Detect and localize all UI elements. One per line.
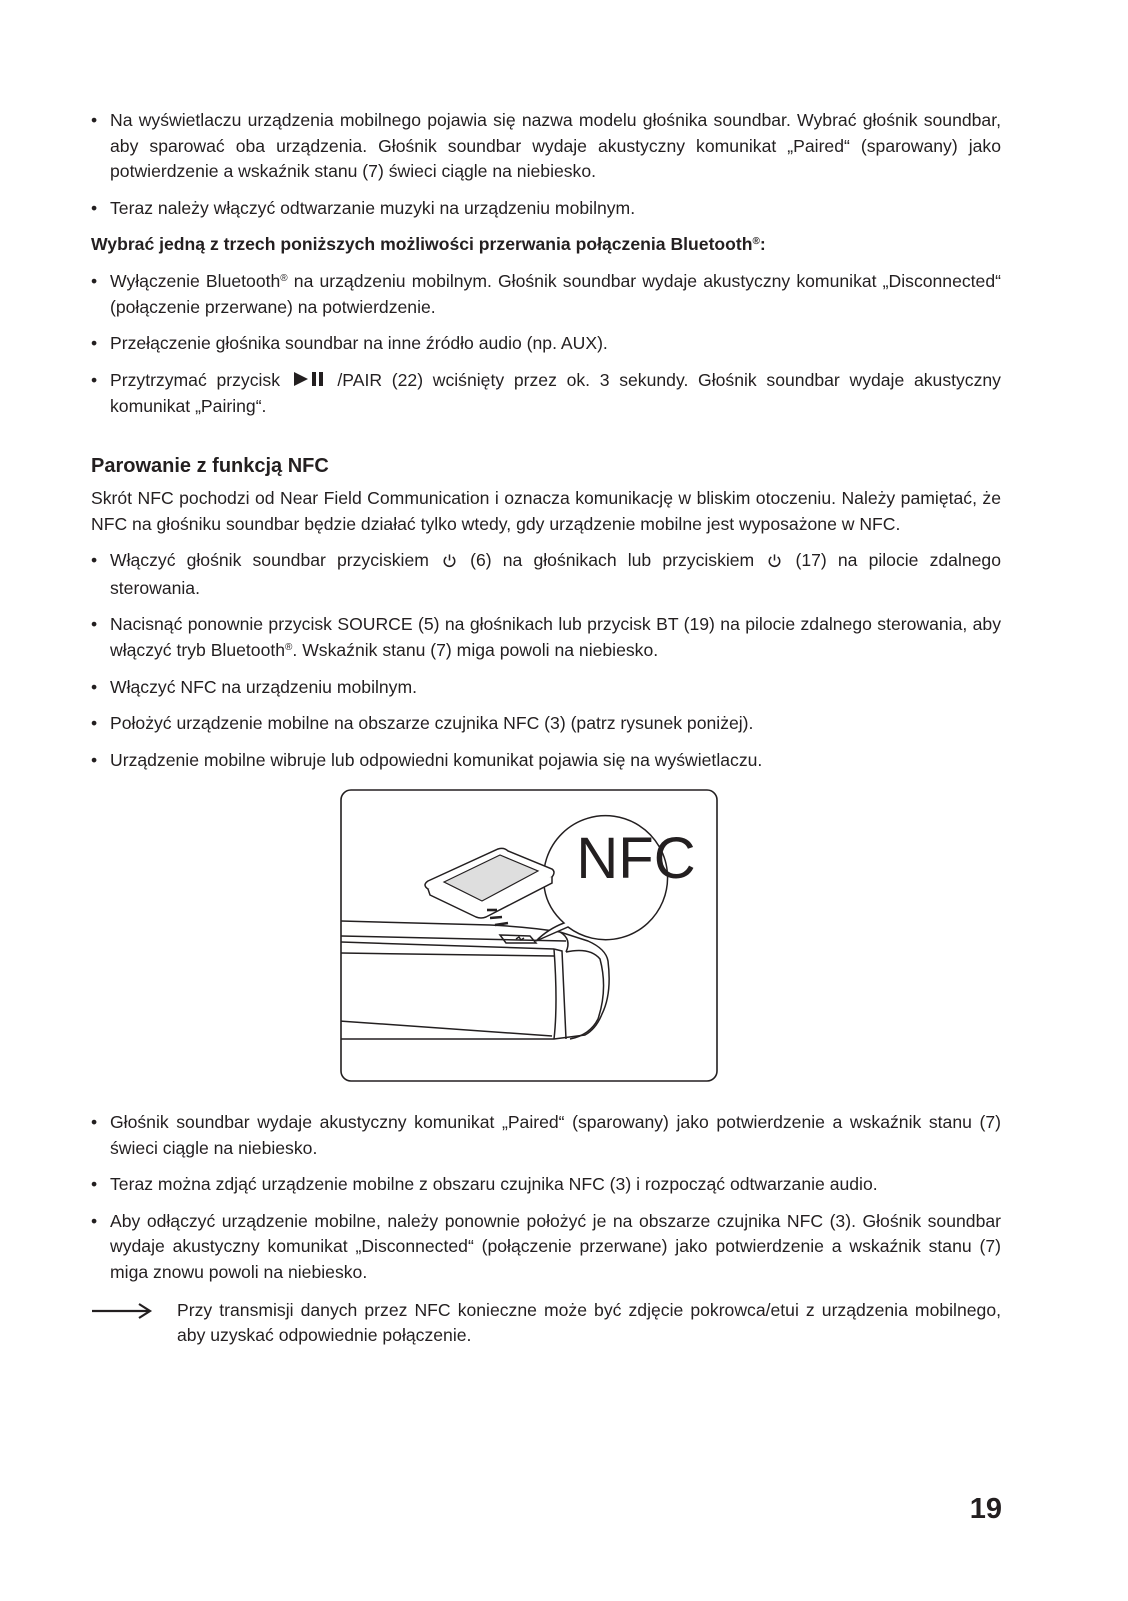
nfc-figure: [340, 789, 718, 1082]
list-item: [91, 548, 1001, 601]
nfc-intro: Skrót NFC pochodzi od Near Field Communication i oznacza komunikację w bliskim otoczeniu. Należy pamiętać, że NFC na głośniku soundbar będzie działać tylko wtedy, gdy urządzenie mobilne jest wyposażone w NFC.: [91, 487, 1001, 534]
registered-mark: ®: [752, 236, 760, 248]
bullet: •: [91, 1174, 98, 1195]
bullet: •: [91, 197, 98, 218]
list-item-text: Teraz należy włączyć odtwarzanie muzyki na urządzeniu mobilnym.: [110, 197, 636, 218]
list-item-text: Na wyświetlaczu urządzenia mobilnego pojawia się nazwa modelu głośnika soundbar. Wybrać głośnik soundbar, aby sparować oba urządzenia. Głośnik soundbar wydaje akustyczny komunikat „Paired“ (sparowany) jako potwierdzenie a wskaźnik stanu (7) świeci ciągle na niebiesko.: [110, 110, 1001, 182]
play-pause-icon: [292, 369, 326, 395]
disconnect-heading: [91, 232, 1001, 258]
arrow-right-icon: [91, 1298, 177, 1349]
bullet: •: [91, 713, 98, 734]
list-item-text: Wyłączenie Bluetooth® na urządzeniu mobilnym. Głośnik soundbar wydaje akustyczny komunikat „Disconnected“ (połączenie przerwane) na potwierdzenie.: [110, 270, 1001, 317]
list-item: [91, 748, 1001, 774]
bullet: •: [91, 1210, 98, 1231]
bullet: •: [91, 550, 98, 571]
bullet: •: [91, 369, 98, 390]
section-title: Parowanie z funkcją NFC: [91, 454, 329, 477]
list-item: [91, 269, 1001, 320]
registered-mark: ®: [280, 272, 288, 284]
list-item-text: Położyć urządzenie mobilne na obszarze czujnika NFC (3) (patrz rysunek poniżej).: [110, 713, 754, 734]
list-item-text: Przytrzymać przycisk /PAIR (22) wciśnięty przez ok. 3 sekundy. Głośnik soundbar wydaje akustyczny komunikat „Pairing“.: [110, 369, 1001, 417]
list-item: [91, 196, 1001, 222]
bullet: •: [91, 614, 98, 635]
nfc-label: NFC: [576, 826, 696, 891]
lower-content: [91, 1110, 1001, 1349]
list-item: [91, 675, 1001, 701]
disconnect-heading-text: Wybrać jedną z trzech poniższych możliwości przerwania połączenia Bluetooth: [91, 234, 753, 255]
list-item-text: Głośnik soundbar wydaje akustyczny komunikat „Paired“ (sparowany) jako potwierdzenie a wskaźnik stanu (7) świeci ciągle na niebiesko.: [110, 1112, 1001, 1158]
list-item: [91, 108, 1001, 185]
bullet: •: [91, 1112, 98, 1132]
bullet: •: [91, 676, 98, 697]
bullet: •: [91, 749, 98, 770]
list-item: [91, 1110, 1001, 1161]
list-item-text: Urządzenie mobilne wibruje lub odpowiedni komunikat pojawia się na wyświetlaczu.: [110, 749, 763, 770]
list-item-text: Aby odłączyć urządzenie mobilne, należy ponownie położyć je na obszarze czujnika NFC (3). Głośnik soundbar wydaje akustyczny komunikat „Disconnected“ (połączenie przerwane) jako potwierdzenie a wskaźnik stanu (7) miga znowu powoli na niebiesko.: [110, 1210, 1001, 1282]
registered-mark: ®: [285, 641, 293, 653]
bullet: •: [91, 110, 98, 130]
list-item: [91, 1172, 1001, 1198]
list-item: [91, 368, 1001, 420]
list-item-text: Nacisnąć ponownie przycisk SOURCE (5) na głośnikach lub przycisk BT (19) na pilocie zdalnego sterowania, aby włączyć tryb Bluetooth®. Wskaźnik stanu (7) miga powoli na niebiesko.: [110, 614, 1001, 660]
list-item: [91, 331, 1001, 357]
list-item: [91, 1209, 1001, 1286]
list-item: [91, 711, 1001, 737]
bullet: •: [91, 333, 98, 354]
list-item-text: Włączyć głośnik soundbar przyciskiem (6) na głośnikach lub przyciskiem (17) na pilocie zdalnego sterowania.: [110, 550, 1001, 598]
list-item-text: Teraz można zdjąć urządzenie mobilne z obszaru czujnika NFC (3) i rozpocząć odtwarzanie audio.: [110, 1174, 878, 1195]
main-content: [91, 108, 1001, 773]
disconnect-heading-tail: :: [759, 234, 766, 255]
power-icon: [767, 550, 782, 576]
list-item-text: Włączyć NFC na urządzeniu mobilnym.: [110, 676, 418, 697]
nfc-illustration: [340, 789, 718, 1082]
page-number: 19: [969, 1493, 1002, 1525]
note-text: Przy transmisji danych przez NFC konieczne może być zdjęcie pokrowca/etui z urządzenia mobilnego, aby uzyskać odpowiednie połączenie.: [177, 1299, 1001, 1346]
list-item: [91, 612, 1001, 663]
power-icon: [442, 550, 457, 576]
bullet: •: [91, 270, 98, 291]
list-item-text: Przełączenie głośnika soundbar na inne źródło audio (np. AUX).: [110, 333, 608, 354]
note: [91, 1298, 1001, 1349]
